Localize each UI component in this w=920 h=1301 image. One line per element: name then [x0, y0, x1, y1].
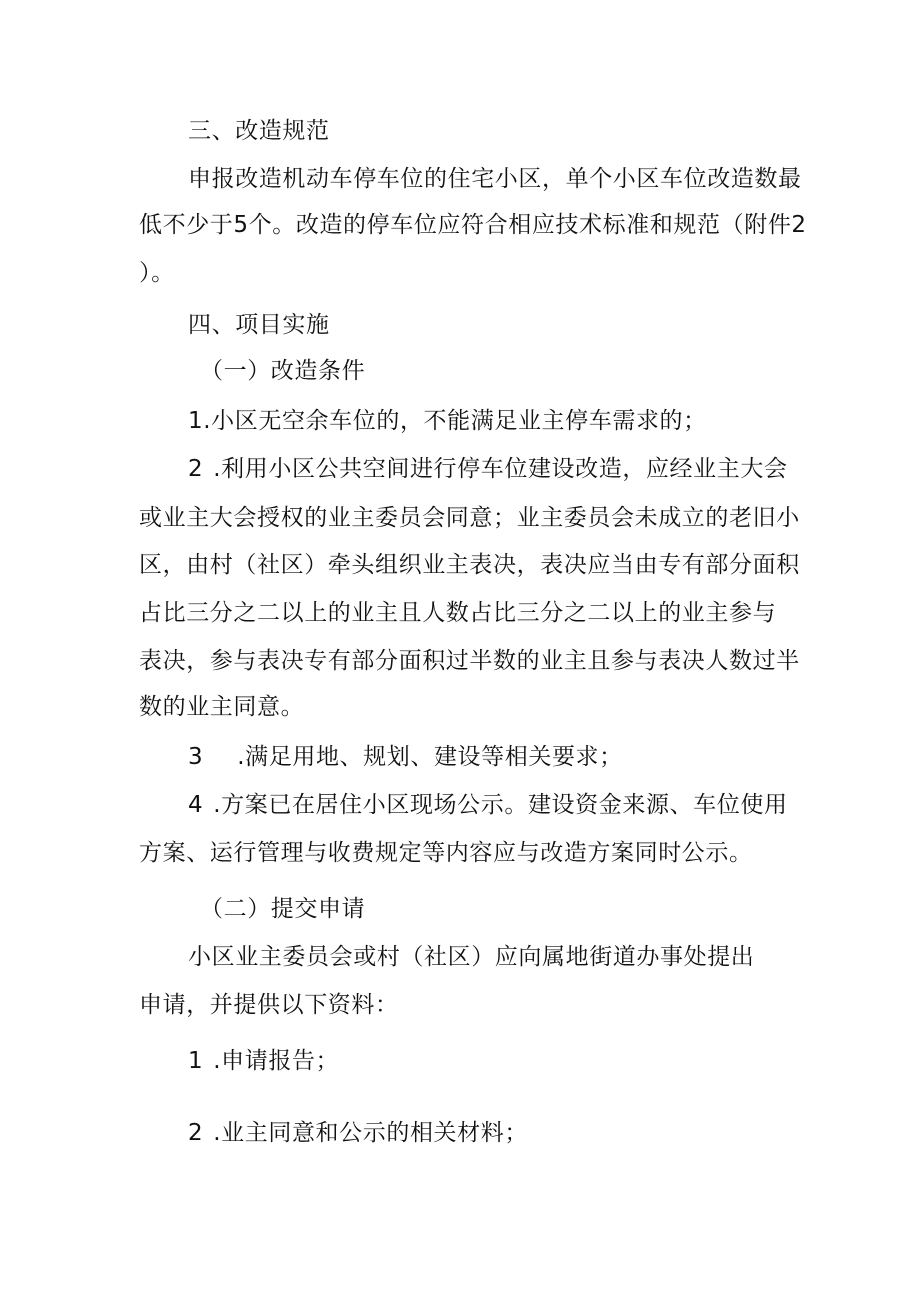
paragraph-line: ）。	[139, 260, 175, 286]
paragraph-line: 申请，并提供以下资料：	[139, 992, 399, 1018]
item-text: .满足用地、规划、建设等相关要求；	[237, 744, 623, 770]
item-number: 2	[188, 456, 204, 482]
item-number: 4	[188, 792, 204, 818]
paragraph-line: 方案、运行管理与收费规定等内容应与改造方案同时公示。	[139, 840, 753, 866]
item-number: 3	[188, 744, 204, 770]
item-number: 2	[188, 1120, 204, 1146]
list-item	[188, 1118, 528, 1148]
item-text: .申请报告；	[213, 1048, 340, 1074]
paragraph-line: 数的业主同意。	[139, 694, 305, 720]
item-text: .方案已在居住小区现场公示。建设资金来源、车位使用	[213, 792, 788, 818]
section-heading-3: 三、改造规范	[188, 118, 330, 144]
paragraph-line: 占比三分之二以上的业主且人数占比三分之二以上的业主参与	[139, 600, 777, 626]
list-item	[188, 742, 623, 772]
paragraph-line: 低不少于5个。改造的停车位应符合相应技术标准和规范（附件2	[139, 212, 807, 238]
item-number: 1	[188, 1048, 204, 1074]
item-text: .业主同意和公示的相关材料；	[213, 1120, 528, 1146]
paragraph-line: 申报改造机动车停车位的住宅小区，单个小区车位改造数最	[188, 166, 802, 192]
section-heading-4: 四、项目实施	[188, 312, 330, 338]
list-item	[188, 790, 788, 820]
paragraph-line: 区，由村（社区）牵头组织业主表决，表决应当由专有部分面积	[139, 552, 800, 578]
paragraph-line: 或业主大会授权的业主委员会同意；业主委员会未成立的老旧小	[139, 505, 800, 531]
item-text: .利用小区公共空间进行停车位建设改造，应经业主大会	[213, 456, 788, 482]
list-item: 1.小区无空余车位的，不能满足业主停车需求的；	[188, 408, 707, 434]
list-item	[188, 454, 788, 484]
subsection-heading-2: （二）提交申请	[200, 896, 366, 922]
paragraph-line: 表决，参与表决专有部分面积过半数的业主且参与表决人数过半	[139, 648, 800, 674]
subsection-heading-1: （一）改造条件	[200, 358, 366, 384]
paragraph-line: 小区业主委员会或村（社区）应向属地街道办事处提出	[188, 944, 755, 970]
list-item	[188, 1046, 339, 1076]
